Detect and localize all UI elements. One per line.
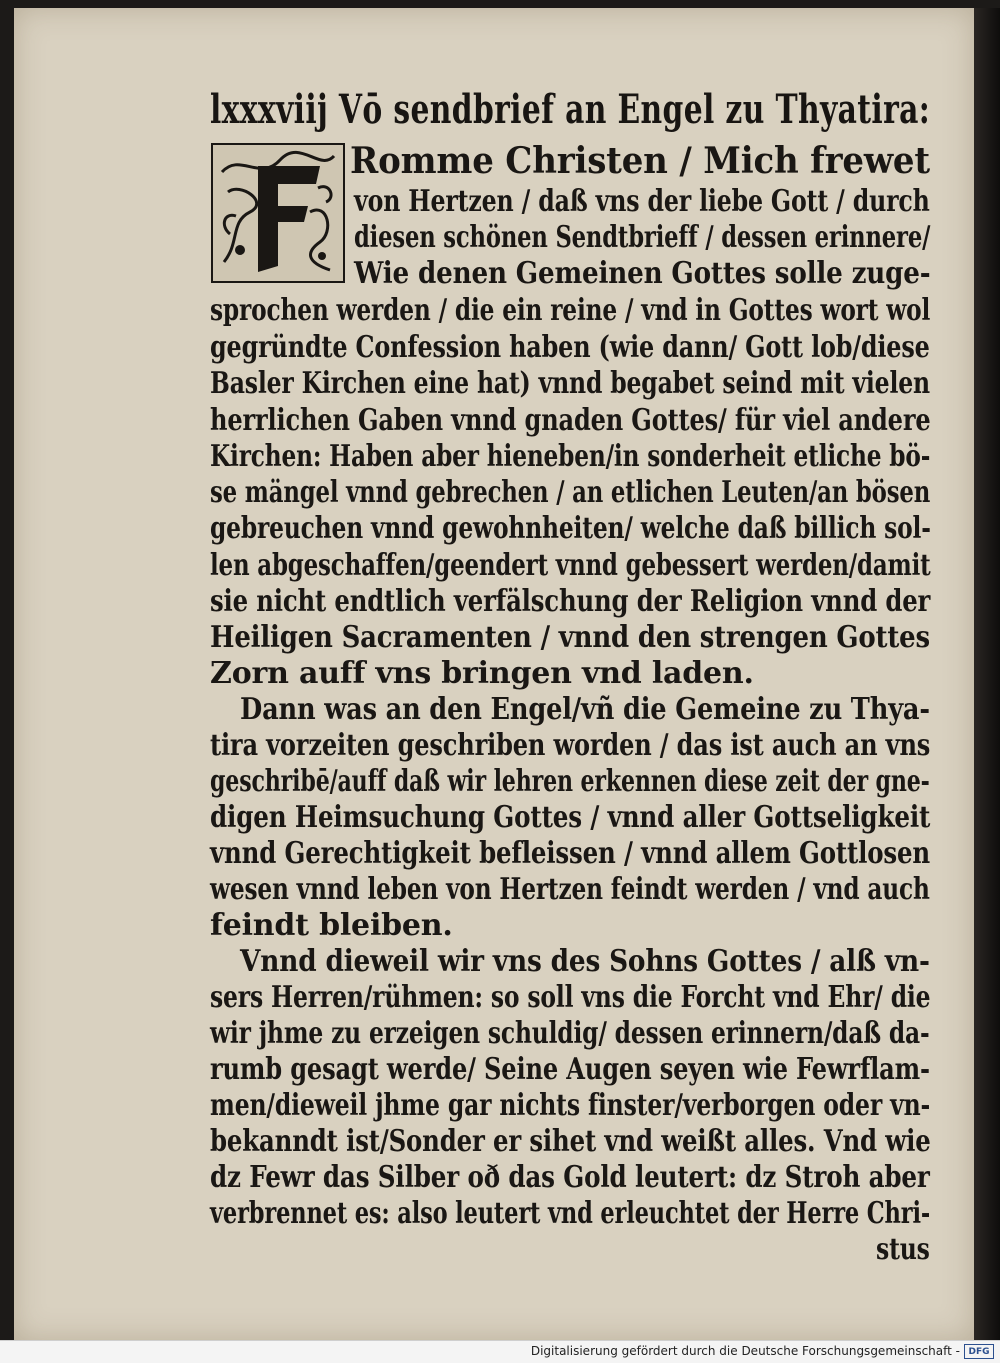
book-page [14, 8, 974, 1340]
text-line: herrlichen Gaben vnnd gnaden Gottes/ für viel andere [210, 403, 931, 438]
text-line: men/dieweil jhme gar nichts finster/verborgen oder vn- [210, 1088, 931, 1123]
text-line: len abgeschaffen/geendert vnnd gebessert werden/damit [210, 548, 931, 583]
text-line: Kirchen: Haben aber hieneben/in sonderheit etliche bö- [210, 439, 931, 474]
text-line: Basler Kirchen eine hat) vnnd begabet seind mit vielen [210, 366, 930, 401]
text-line: sprochen werden / die ein reine / vnd in Gottes wort wol [210, 293, 931, 328]
paragraph-start-line: Vnnd dieweil wir vns des Sohns Gottes / alß vn- [240, 944, 930, 979]
running-head: lxxxviij Vō sendbrief an Engel zu Thyatira: [210, 86, 931, 133]
catchword: stus [876, 1232, 930, 1267]
text-line: Zorn auff vns bringen vnd laden. [210, 656, 754, 691]
text-line: von Hertzen / daß vns der liebe Gott / durch [354, 184, 930, 219]
book-page-edge [974, 8, 1000, 1340]
text-line: wesen vnnd leben von Hertzen feindt werden / vnd auch [210, 872, 930, 907]
text-line: tira vorzeiten geschriben worden / das ist auch an vns [210, 728, 931, 763]
text-line: Wie denen Gemeinen Gottes solle zuge- [354, 256, 931, 291]
text-line: gegründte Confession haben (wie dann/ Gott lob/diese [210, 330, 930, 365]
text-line: Romme Christen / Mich frewet [350, 140, 930, 182]
text-line: sers Herren/rühmen: so soll vns die Forcht vnd Ehr/ die [210, 980, 931, 1015]
text-line: diesen schönen Sendtbrieff / dessen erinnere/ [354, 220, 931, 255]
funding-footer [0, 1340, 1000, 1363]
funding-notice: Digitalisierung gefördert durch die Deutsche Forschungsgemeinschaft - [530, 1344, 960, 1358]
text-line: rumb gesagt werde/ Seine Augen seyen wie Fewrflam- [210, 1052, 930, 1087]
text-line: sie nicht endtlich verfälschung der Religion vnnd der [210, 584, 931, 619]
text-line: geschribē/auff daß wir lehren erkennen diese zeit der gne- [210, 764, 930, 799]
text-line: bekanndt ist/Sonder er sihet vnd weißt alles. Vnd wie [210, 1124, 931, 1159]
text-line: Heiligen Sacramenten / vnnd den strengen Gottes [210, 620, 930, 655]
text-line: verbrennet es: also leutert vnd erleuchtet der Herre Chri- [210, 1196, 931, 1231]
text-line: vnnd Gerechtigkeit befleissen / vnnd allem Gottlosen [210, 836, 931, 871]
text-line: digen Heimsuchung Gottes / vnnd aller Gottseligkeit [210, 800, 931, 835]
text-line: gebreuchen vnnd gewohnheiten/ welche daß billich sol- [210, 511, 931, 546]
text-line: dz Fewr das Silber oð das Gold leutert: dz Stroh aber [210, 1160, 930, 1195]
decorated-initial-F [210, 142, 346, 284]
dfg-logo-icon: DFG [964, 1344, 994, 1359]
text-line: se mängel vnnd gebrechen / an etlichen Leuten/an bösen [210, 475, 931, 510]
text-line: wir jhme zu erzeigen schuldig/ dessen erinnern/daß da- [210, 1016, 930, 1051]
text-line: feindt bleiben. [210, 908, 453, 943]
paragraph-start-line: Dann was an den Engel/vñ die Gemeine zu Thya- [240, 692, 930, 727]
